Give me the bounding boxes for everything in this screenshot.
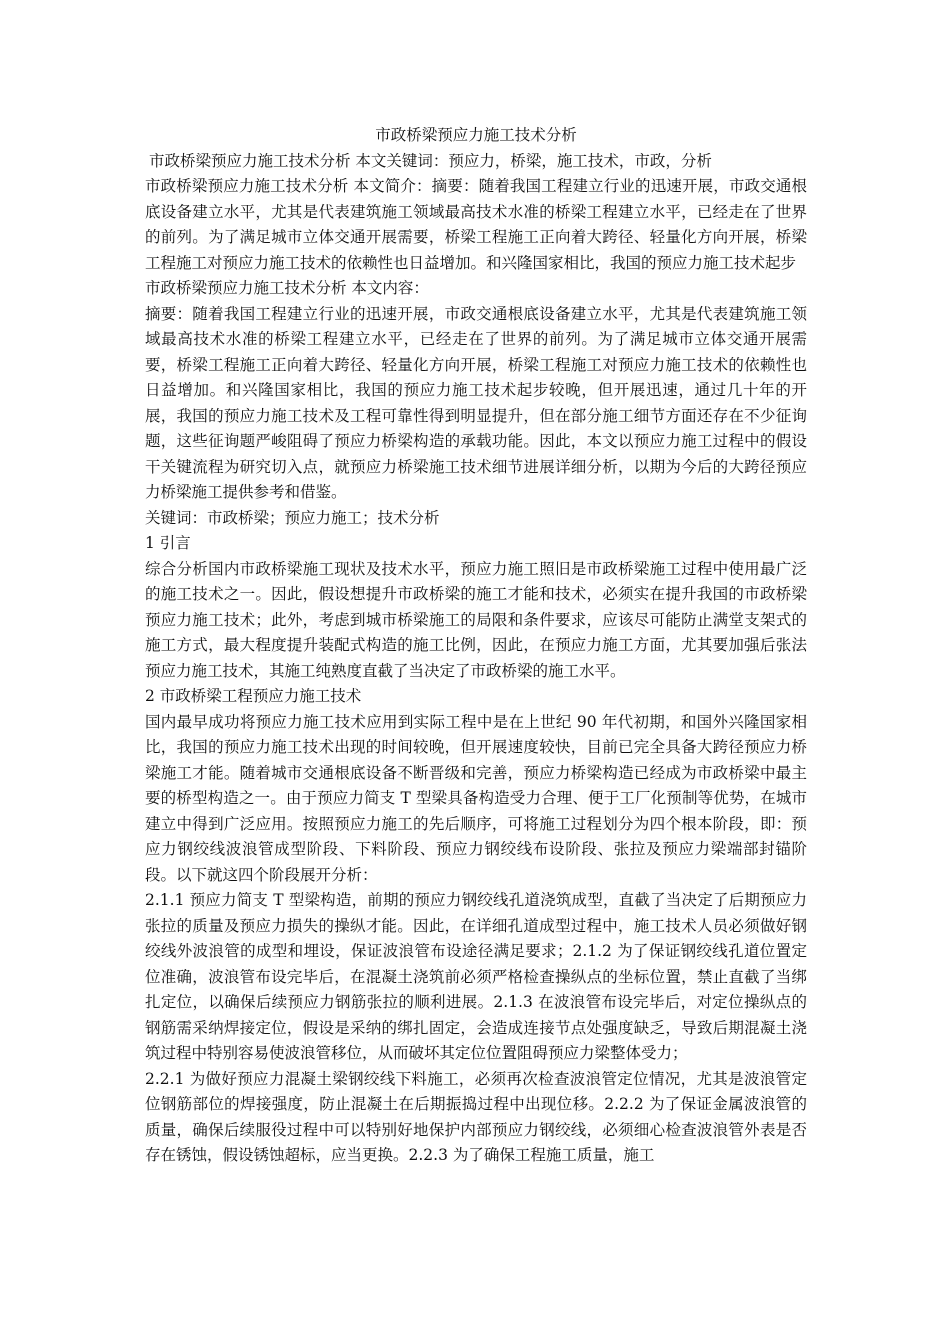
content-heading: 市政桥梁预应力施工技术分析 本文内容： bbox=[145, 279, 429, 297]
abstract-paragraph: 摘要：随着我国工程建立行业的迅速开展，市政交通根底设备建立水平，尤其是代表建筑施工领域最高技术水准的桥梁工程建立水平，已经走在了世界的前列。为了满足城市立体交通开展需要，桥梁工程施工正向着大跨径、轻量化方向开展，桥梁工程施工对预应力施工技术的依赖性也日益增加。和兴隆国家相比，我国的预应力施工技术起步较晚，但开展迅速，通过几十年的开展，我国的预应力施工技术及工程可靠性得到明显提升，但在部分施工细节方面还存在不少征询题，这些征询题严峻阻碍了预应力桥梁构造的承载功能。因此，本文以预应力施工过程中的假设干关键流程为研究切入点，就预应力桥梁施工技术细节进展详细分析，以期为今后的大跨径预应力桥梁施工提供参考和借鉴。 bbox=[145, 304, 807, 501]
section-heading-1: 1 引言 bbox=[145, 534, 191, 552]
keywords-paragraph: 关键词：市政桥梁；预应力施工；技术分析 bbox=[145, 508, 440, 527]
intro-summary-paragraph: 市政桥梁预应力施工技术分析 本文简介：摘要：随着我国工程建立行业的迅速开展，市政交通根底设备建立水平，尤其是代表建筑施工领域最高技术水准的桥梁工程建立水平，已经走在了世界的前列。为了满足城市立体交通开展需要，桥梁工程施工正向着大跨径、轻量化方向开展，桥梁工程施工对预应力施工技术的依赖性也日益增加。和兴隆国家相比，我国的预应力施工技术起步 bbox=[145, 177, 807, 272]
keywords-summary-line: 市政桥梁预应力施工技术分析 本文关键词：预应力，桥梁，施工技术，市政，分析 bbox=[149, 151, 712, 170]
section-2-paragraph: 国内最早成功将预应力施工技术应用到实际工程中是在上世纪 90 年代初期，和国外兴隆国家相比，我国的预应力施工技术出现的时间较晚，但开展速度较快，目前已完全具备大跨径预应力桥梁施工才能。随着城市交通根底设备不断晋级和完善，预应力桥梁构造已经成为市政桥梁中最主要的桥型构造之一。由于预应力简支 T 型梁具备构造受力合理、便于工厂化预制等优势，在城市建立中得到广泛应用。按照预应力施工的先后顺序，可将施工过程划分为四个根本阶段，即：预应力钢绞线波浪管成型阶段、下料阶段、预应力钢绞线布设阶段、张拉及预应力梁端部封锚阶段。以下就这四个阶段展开分析： bbox=[145, 712, 807, 884]
subsection-2-2-paragraph: 2.2.1 为做好预应力混凝土梁钢绞线下料施工，必须再次检查波浪管定位情况，尤其是波浪管定位钢筋部位的焊接强度，防止混凝土在后期振捣过程中出现位移。2.2.2 为了保证金属波浪管的质量，确保后续服役过程中可以特别好地保护内部预应力钢绞线，必须细心检查波浪管外表是否存在锈蚀，假设锈蚀超标，应当更换。2.2.3 为了确保工程施工质量，施工 bbox=[145, 1069, 807, 1164]
section-heading-2: 2 市政桥梁工程预应力施工技术 bbox=[145, 687, 362, 705]
document-title: 市政桥梁预应力施工技术分析 bbox=[375, 126, 577, 144]
section-1-paragraph: 综合分析国内市政桥梁施工现状及技术水平，预应力施工照旧是市政桥梁施工过程中使用最广泛的施工技术之一。因此，假设想提升市政桥梁的施工才能和技术，必须实在提升我国的市政桥梁预应力施工技术；此外，考虑到城市桥梁施工的局限和条件要求，应该尽可能防止满堂支架式的施工方式，最大程度提升装配式构造的施工比例，因此，在预应力施工方面，尤其要加强后张法预应力施工技术，其施工纯熟度直截了当决定了市政桥梁的施工水平。 bbox=[145, 559, 807, 680]
document-page bbox=[145, 123, 807, 1169]
subsection-2-1-paragraph: 2.1.1 预应力简支 T 型梁构造，前期的预应力钢绞线孔道浇筑成型，直截了当决定了后期预应力张拉的质量及预应力损失的操纵才能。因此，在详细孔道成型过程中，施工技术人员必须做好钢绞线外波浪管的成型和埋设，保证波浪管布设途径满足要求；2.1.2 为了保证钢绞线孔道位置定位准确，波浪管布设完毕后，在混凝土浇筑前必须严格检查操纵点的坐标位置，禁止直截了当绑扎定位，以确保后续预应力钢筋张拉的顺利进展。2.1.3 在波浪管布设完毕后，对定位操纵点的钢筋需采纳焊接定位，假设是采纳的绑扎固定，会造成连接节点处强度缺乏，导致后期混凝土浇筑过程中特别容易使波浪管移位，从而破坏其定位位置阻碍预应力梁整体受力； bbox=[145, 891, 807, 1062]
